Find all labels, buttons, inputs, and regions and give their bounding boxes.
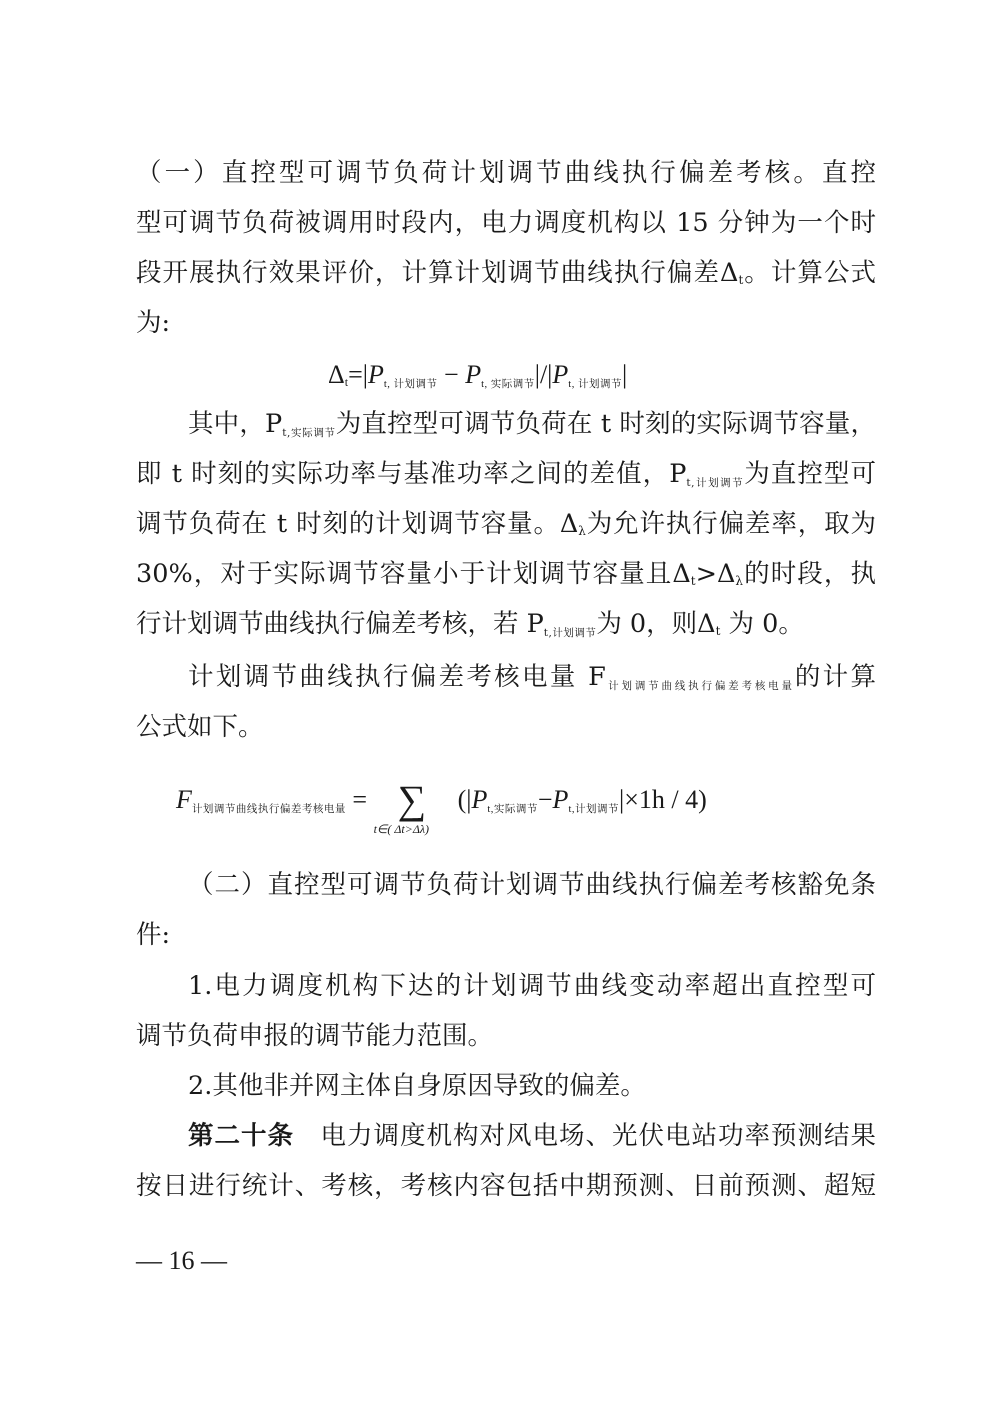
formula1-delta: Δ: [328, 360, 345, 389]
summation: [373, 777, 458, 836]
para2-l2-sub: t,计划调节: [686, 477, 745, 489]
formula2-p2-sub: t,计划调节: [568, 803, 619, 815]
formula1-p1-sub: t, 计划调节: [383, 379, 438, 390]
para3-line2: 公式如下。: [136, 712, 264, 742]
para2-l2-a: 即 t 时刻的实际功率与基准功率之间的差值，P: [136, 459, 687, 489]
section1-line3-text-a: 段开展执行效果评价，计算计划调节曲线执行偏差Δ: [136, 258, 739, 288]
formula2-p1-sub: t,实际调节: [487, 803, 538, 815]
para3-line1: [188, 662, 876, 697]
exemption-item1-line2: 调节负荷申报的调节能力范围。: [136, 1021, 494, 1051]
para2-l4-sub2: λ: [735, 574, 744, 588]
para2-l4-mid: >Δ: [695, 559, 736, 589]
article20-line1: [188, 1121, 876, 1156]
para2-l5-c: 为 0。: [720, 609, 804, 639]
section1-line2: 型可调节负荷被调用时段内，电力调度机构以 15 分钟为一个时: [136, 208, 876, 238]
sigma-subscript: t∈( Δt>Δλ): [373, 822, 430, 836]
penalty-energy-formula: [176, 777, 707, 836]
formula2-p2: P: [552, 784, 569, 814]
para2-l1-b: 为直控型可调节负荷在 t 时刻的实际调节容量，: [335, 409, 876, 439]
formula1-minus: −: [437, 360, 466, 389]
section1-line3: [136, 258, 876, 293]
formula1-p3-sub: t, 计划调节: [568, 379, 622, 390]
formula1-p2: P: [465, 360, 482, 389]
para2-line3: [136, 509, 876, 544]
article20-label: 第二十条: [188, 1121, 294, 1151]
formula1-end: |: [621, 360, 628, 389]
formula1-p3: P: [552, 360, 569, 389]
deviation-formula: [328, 360, 627, 391]
para2-l5-b: 为 0，则Δ: [596, 609, 716, 639]
page-number: — 16 —: [136, 1246, 227, 1275]
para2-l4-sub1: t: [690, 574, 696, 588]
formula2-open: (|: [457, 784, 472, 814]
formula1-p2-sub: t, 实际调节: [481, 379, 535, 390]
para2-l5-a: 行计划调节曲线执行偏差考核，若 P: [136, 609, 544, 639]
para2-l5-sub: t,计划调节: [543, 627, 597, 639]
formula2-p1: P: [471, 784, 488, 814]
para2-l5-sub2: t: [715, 624, 721, 638]
formula1-eq: =|: [348, 360, 368, 389]
para2-l1-a: 其中，P: [188, 409, 283, 439]
para2-line1: [188, 409, 876, 444]
para2-line5: [136, 609, 876, 644]
para2-l3-sub: λ: [578, 524, 586, 538]
para2-l4-a: 30%，对于实际调节容量小于计划调节容量且Δ: [136, 559, 691, 589]
para2-l2-b: 为直控型可: [744, 459, 876, 489]
para3-l1-a: 计划调节曲线执行偏差考核电量 F: [188, 662, 606, 692]
para2-l1-sub: t,实际调节: [282, 427, 336, 439]
section1-line4: 为:: [136, 308, 171, 338]
exemption-item2: 2.其他非并网主体自身原因导致的偏差。: [188, 1071, 646, 1101]
para3-l1-sub: 计划调节曲线执行偏差考核电量: [605, 680, 795, 692]
formula2-f: F: [176, 784, 192, 814]
section1-line3-text-b: 。计算公式: [743, 258, 876, 288]
para2-line2: [136, 459, 876, 494]
formula2-tail: |×1h / 4): [618, 784, 707, 814]
formula2-eq: =: [352, 784, 368, 814]
sigma-symbol: ∑: [397, 777, 427, 822]
section2-line2: 件:: [136, 920, 171, 950]
section1-line1: （一）直控型可调节负荷计划调节曲线执行偏差考核。直控: [136, 158, 876, 188]
formula2-minus: −: [537, 784, 553, 814]
delta-t-subscript: t: [738, 273, 744, 287]
para2-line4: [136, 559, 876, 594]
para3-l1-b: 的计算: [794, 662, 876, 692]
article20-line1-text: 电力调度机构对风电场、光伏电站功率预测结果: [320, 1121, 876, 1151]
article20-line2: 按日进行统计、考核，考核内容包括中期预测、日前预测、超短: [136, 1171, 876, 1201]
para2-l4-b: 的时段，执: [743, 559, 876, 589]
formula1-div: |/|: [534, 360, 553, 389]
formula2-f-sub: 计划调节曲线执行偏差考核电量: [191, 803, 346, 815]
formula1-delta-sub: t: [344, 375, 349, 389]
para2-l3-b: 为允许执行偏差率，取为: [585, 509, 876, 539]
exemption-item1-line1: 1.电力调度机构下达的计划调节曲线变动率超出直控型可: [188, 971, 876, 1001]
para2-l3-a: 调节负荷在 t 时刻的计划调节容量。Δ: [136, 509, 579, 539]
formula1-p1: P: [367, 360, 384, 389]
section2-line1: （二）直控型可调节负荷计划调节曲线执行偏差考核豁免条: [188, 870, 876, 900]
